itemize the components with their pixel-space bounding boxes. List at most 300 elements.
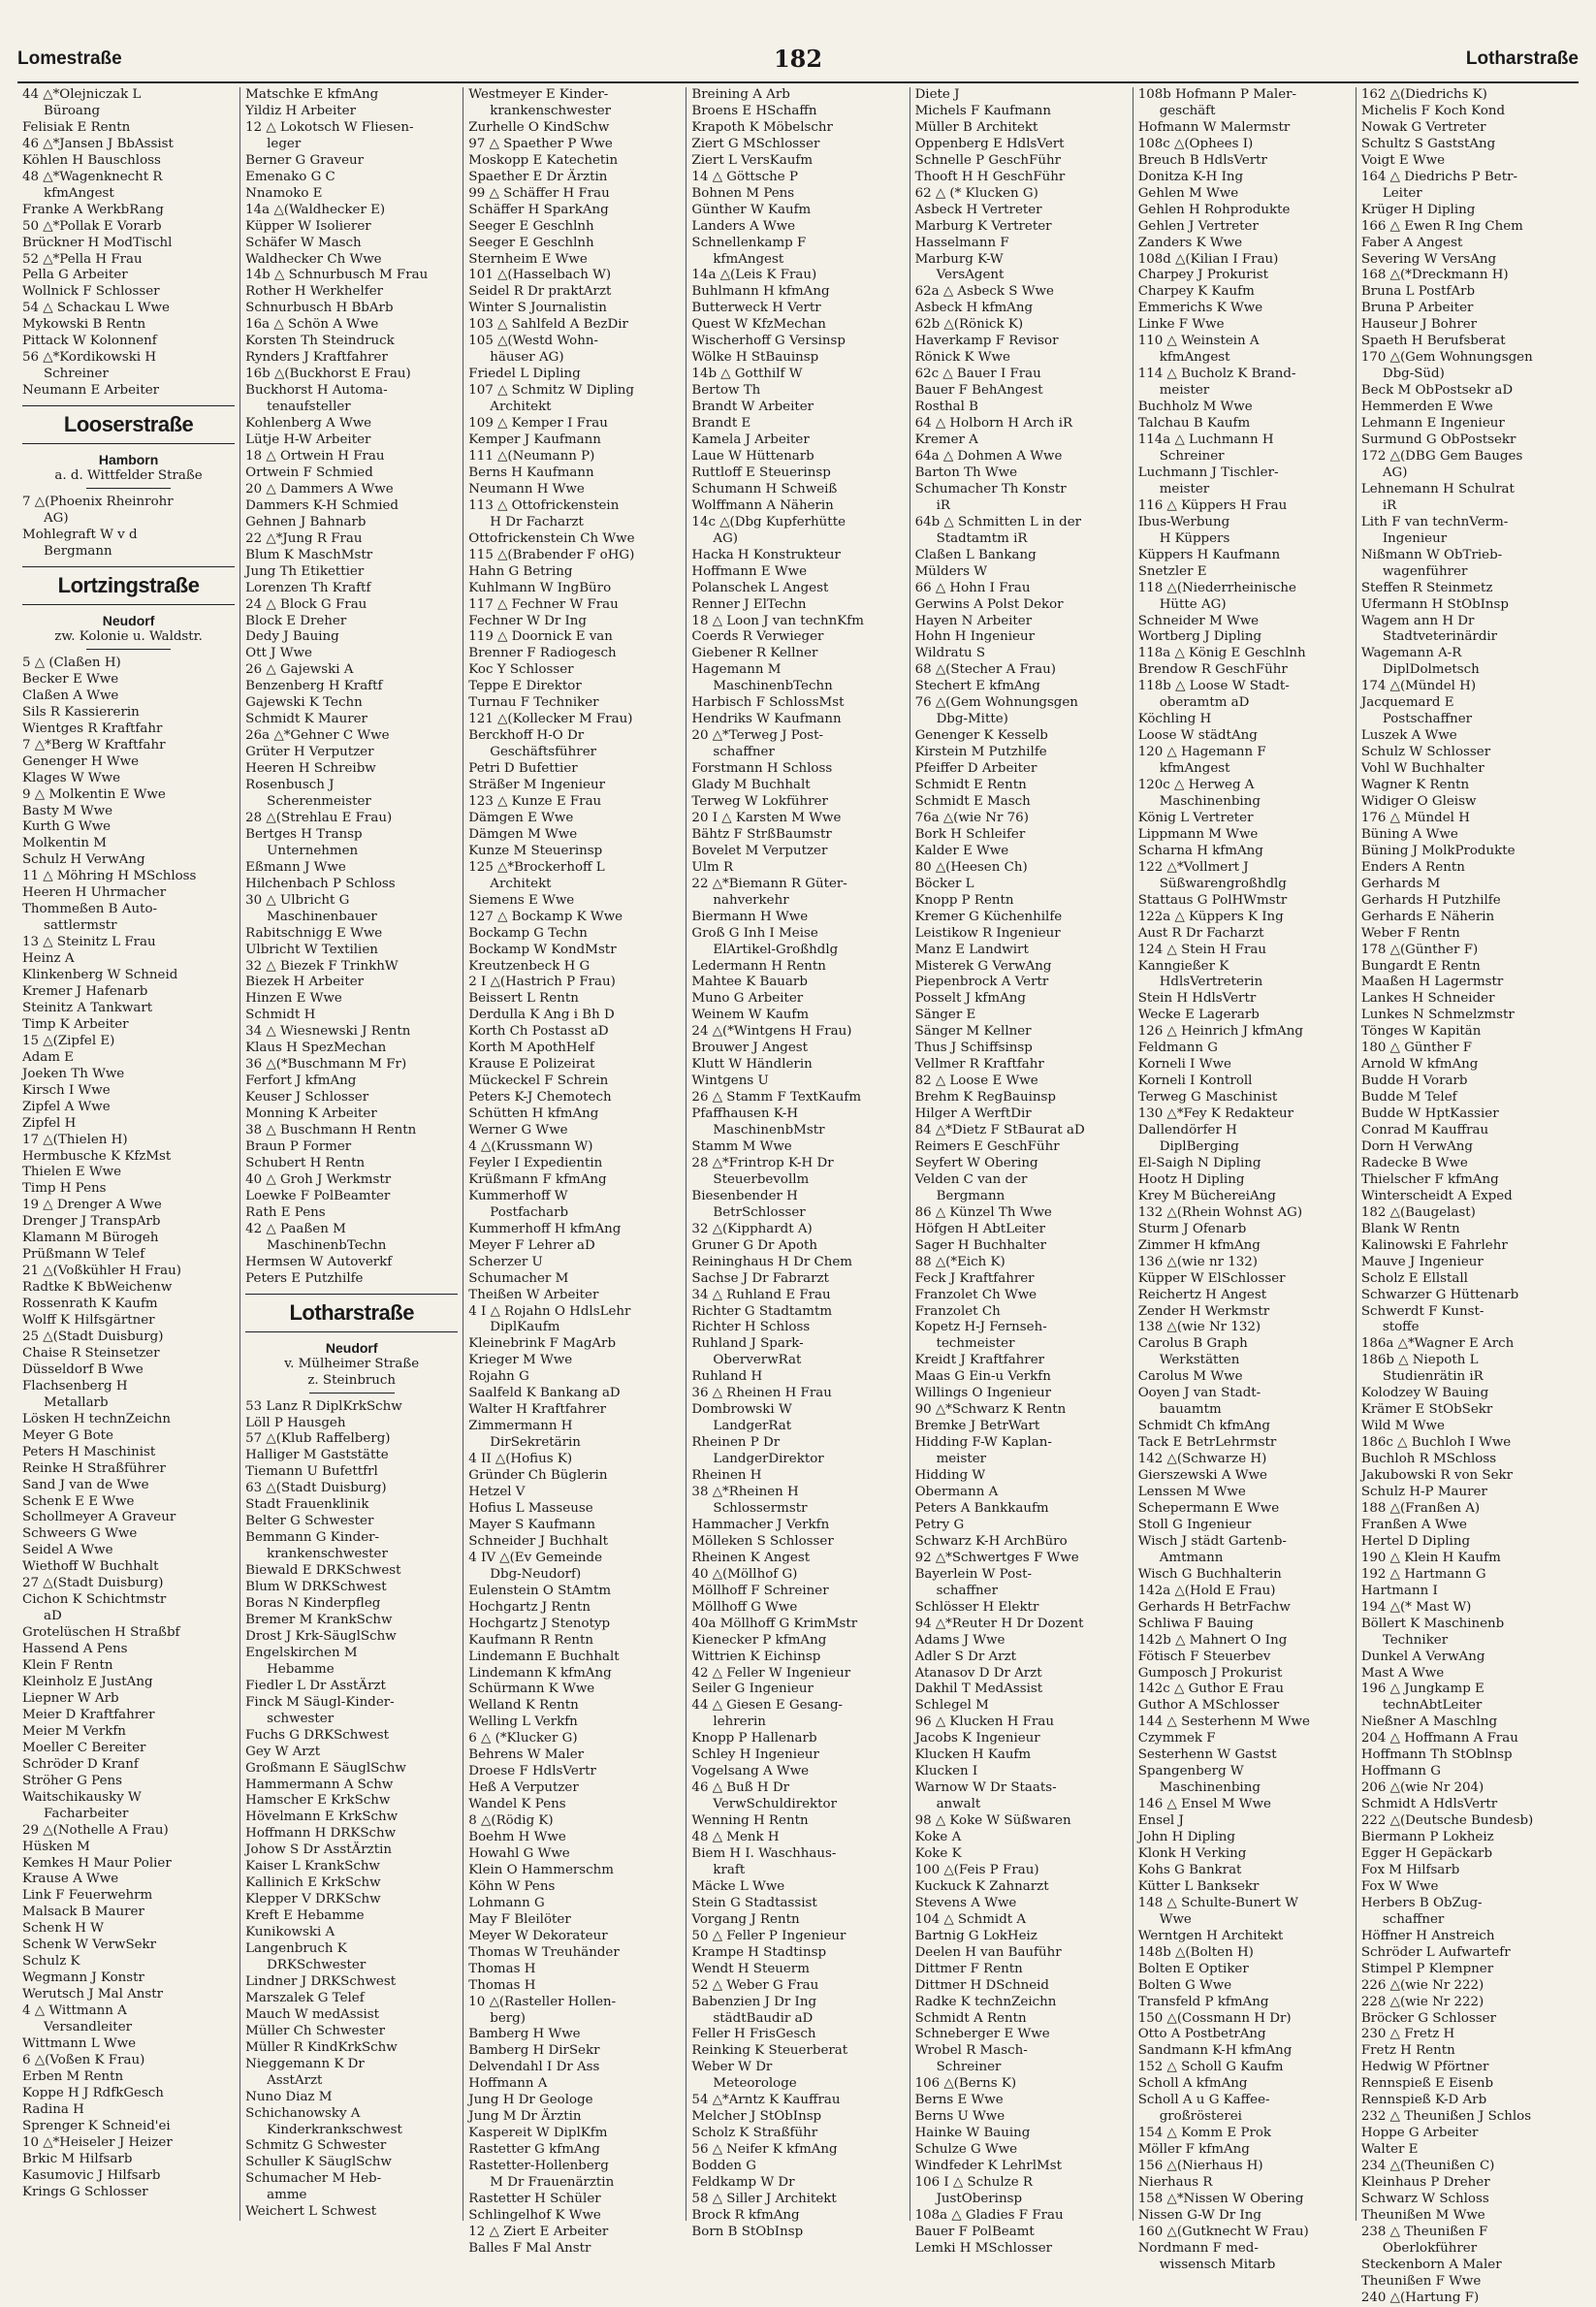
directory-entry: Otto A PostbetrAng xyxy=(1137,2027,1266,2042)
directory-entry: 32 △(Kipphardt A) xyxy=(691,1221,813,1236)
directory-entry: Biem H I. Waschhaus- xyxy=(691,1845,837,1861)
directory-entry: Boehm H Wwe xyxy=(468,1830,566,1845)
directory-entry: Gehlen H Rohprodukte xyxy=(1137,202,1291,217)
directory-entry: Boras N Kinderpfleg xyxy=(245,1596,381,1612)
directory-entry: Kummerhoff W xyxy=(468,1188,568,1203)
directory-entry: Nissen G-W Dr Ing xyxy=(1137,2207,1261,2223)
directory-entry: Schütten H kfmAng xyxy=(468,1106,599,1122)
directory-entry: Hootz H Dipling xyxy=(1137,1171,1245,1187)
directory-entry: Claßen A Wwe xyxy=(22,688,119,703)
directory-entry: 20 I △ Karsten M Wwe xyxy=(691,810,842,825)
directory-entry: Heeren H Schreibw xyxy=(245,761,376,777)
directory-entry: Ensel J xyxy=(1137,1813,1184,1829)
directory-entry: Schröder L Aufwartefr xyxy=(1360,1944,1511,1960)
directory-entry: Kremer J Hafenarb xyxy=(22,983,148,999)
directory-entry: Hövelmann E KrkSchw xyxy=(245,1810,399,1825)
directory-entry: Hofmann W Malermstr xyxy=(1137,119,1291,135)
directory-entry: Schnelle P GeschFühr xyxy=(914,152,1061,168)
directory-entry: Hohn H Ingenieur xyxy=(914,629,1036,645)
section-rule xyxy=(86,649,172,650)
directory-entry: 105 △(Westd Wohn- xyxy=(468,334,598,349)
directory-entry: Maschinenbauer xyxy=(267,909,377,924)
directory-entry: 148 △ Schulte-Bunert W xyxy=(1137,1895,1298,1910)
directory-entry: 25 △(Stadt Duisburg) xyxy=(22,1330,164,1344)
directory-entry: Misterek G VerwAng xyxy=(914,958,1052,974)
directory-entry: Hochgartz J Stenotyp xyxy=(468,1616,611,1631)
directory-entry: wissensch Mitarb xyxy=(1159,2257,1276,2272)
directory-entry: 18 △ Ortwein H Frau xyxy=(245,448,385,464)
directory-entry: iR xyxy=(936,497,950,513)
directory-entry: Westmeyer E Kinder- xyxy=(468,87,609,102)
directory-entry: Klinkenberg W Schneid xyxy=(22,968,178,983)
directory-entry: 50 △*Pollak E Vorarb xyxy=(22,218,162,234)
directory-entry: 62a △ Asbeck S Wwe xyxy=(914,284,1054,300)
directory-entry: Schweers G Wwe xyxy=(22,1526,138,1542)
directory-entry: Michelis F Koch Kond xyxy=(1360,103,1506,118)
directory-entry: Krapoth K Möbelschr xyxy=(691,119,833,135)
directory-entry: Günther W Kaufm xyxy=(691,202,812,217)
directory-entry: 56 △*Kordikowski H xyxy=(22,350,157,366)
directory-entry: Matschke E kfmAng xyxy=(245,87,379,102)
directory-entry: Moskopp E Katechetin xyxy=(468,152,619,168)
directory-entry: Herbers B ObZug- xyxy=(1360,1895,1483,1910)
directory-entry: Vorgang J Rentn xyxy=(691,1911,800,1927)
directory-entry: 190 △ Klein H Kaufm xyxy=(1360,1550,1501,1565)
directory-entry: Bauer F BehAngest xyxy=(914,383,1043,399)
directory-entry: LandgerDirektor xyxy=(713,1452,824,1467)
directory-entry: MaschinenbTechn xyxy=(713,679,833,694)
directory-entry: 142b △ Mahnert O Ing xyxy=(1137,1632,1288,1648)
directory-entry: Kallinich E KrkSchw xyxy=(245,1875,381,1891)
directory-entry: Lemki H MSchlosser xyxy=(914,2240,1053,2256)
directory-entry: Sager H Buchhalter xyxy=(914,1237,1046,1253)
directory-entry: El-Saigh N Dipling xyxy=(1137,1155,1261,1170)
directory-entry: 40a Möllhoff G KrimMstr xyxy=(691,1616,858,1631)
directory-entry: Hermsen W Autoverkf xyxy=(245,1254,393,1269)
directory-entry: Möller F kfmAng xyxy=(1137,2142,1250,2158)
directory-entry: Bolten E Optiker xyxy=(1137,1961,1249,1976)
directory-entry: Jakubowski R von Sekr xyxy=(1360,1468,1514,1484)
street-location: zw. Kolonie u. Waldstr. xyxy=(54,628,203,644)
directory-entry: Oberlokführer xyxy=(1382,2240,1478,2256)
directory-entry: Kemkes H Maur Polier xyxy=(22,1855,172,1871)
directory-entry: Asbeck H kfmAng xyxy=(914,301,1034,316)
directory-entry: Ziert L VersKaufm xyxy=(691,152,814,168)
directory-entry: Peters E Putzhilfe xyxy=(245,1270,364,1286)
directory-entry: Weber W Dr xyxy=(691,2060,773,2075)
directory-entry: Biermann H Wwe xyxy=(691,909,809,924)
directory-entry: Kleinholz E JustAng xyxy=(22,1675,153,1690)
directory-entry: 150 △(Cossmann H Dr) xyxy=(1137,2010,1292,2026)
directory-entry: 170 △(Gem Wohnungsgen xyxy=(1360,350,1533,366)
directory-entry: Klaus H SpezMechan xyxy=(245,1041,387,1056)
directory-entry: Enders A Rentn xyxy=(1360,859,1465,875)
directory-entry: Delvendahl I Dr Ass xyxy=(468,2060,600,2075)
directory-entry: Wiethoff W Buchhalt xyxy=(22,1559,159,1575)
directory-entry: 50 △ Feller P Ingenieur xyxy=(691,1928,846,1943)
directory-entry: 11 △ Möhring H MSchloss xyxy=(22,869,197,884)
directory-entry: Butterweck H Vertr xyxy=(691,301,821,316)
directory-entry: Linke F Wwe xyxy=(1137,317,1225,333)
directory-entry: Kunikowski A xyxy=(245,1925,335,1940)
directory-entry: Schröder D Kranf xyxy=(22,1756,139,1772)
directory-entry: Breuch B HdlsVertr xyxy=(1137,152,1267,168)
directory-entry: Obermann A xyxy=(914,1485,999,1500)
directory-entry: DiplDolmetsch xyxy=(1382,662,1480,678)
directory-entry: Spaether E Dr Ärztin xyxy=(468,169,608,184)
directory-entry: Hendriks W Kaufmann xyxy=(691,712,842,727)
district-name: Neudorf xyxy=(102,612,155,628)
directory-entry: Schepermann E Wwe xyxy=(1137,1500,1280,1516)
directory-entry: Heß A Verputzer xyxy=(468,1780,579,1796)
directory-entry: Rossenrath K Kaufm xyxy=(22,1297,158,1312)
directory-entry: Theunißen F Wwe xyxy=(1360,2273,1482,2289)
directory-entry: 154 △ Komm E Prok xyxy=(1137,2126,1272,2141)
directory-entry: Löll P Hausgeh xyxy=(245,1415,346,1430)
directory-entry: Werntgen H Architekt xyxy=(1137,1928,1284,1943)
directory-entry: Cichon K Schichtmstr xyxy=(22,1592,167,1608)
directory-entry: 108a △ Gladies F Frau xyxy=(914,2207,1064,2223)
directory-entry: Schenk W VerwSekr xyxy=(22,1938,157,1953)
directory-entry: Mauch W medAssist xyxy=(245,2006,380,2022)
directory-entry: Neumann E Arbeiter xyxy=(22,383,160,399)
directory-entry: Bockamp W KondMstr xyxy=(468,942,617,957)
column-4 xyxy=(686,87,910,2239)
directory-entry: Krieger M Wwe xyxy=(468,1353,573,1368)
directory-entry: Hofius L Masseuse xyxy=(468,1500,593,1516)
directory-entry: 40 △(Möllhof G) xyxy=(691,1566,798,1582)
directory-entry: Bröcker G Schlosser xyxy=(1360,2010,1497,2026)
directory-entry: Kreutzenbeck H G xyxy=(468,958,591,974)
directory-entry: DiplKaufm xyxy=(490,1320,560,1335)
directory-entry: Ziert G MSchlosser xyxy=(691,136,820,151)
directory-entry: Hoffmann A xyxy=(468,2076,548,2092)
directory-entry: 176 △ Mündel H xyxy=(1360,810,1470,825)
directory-entry: Weichert L Schwest xyxy=(245,2204,377,2220)
directory-entry: Rönick K Wwe xyxy=(914,350,1010,366)
directory-entry: Kirsch I Wwe xyxy=(22,1082,111,1098)
directory-entry: Krämer E StObSekr xyxy=(1360,1402,1493,1418)
directory-entry: Thomas W Treuhänder xyxy=(468,1944,620,1960)
directory-entry: 38 △*Rheinen H xyxy=(691,1485,799,1500)
directory-entry: Hilchenbach P Schloss xyxy=(245,876,396,891)
directory-entry: HdlsVertreterin xyxy=(1159,975,1263,990)
directory-entry: Heinz A xyxy=(22,951,75,967)
directory-entry: Schulz W Schlosser xyxy=(1360,745,1491,760)
directory-entry: MaschinenbMstr xyxy=(713,1123,825,1138)
directory-entry: Rastetter H Schüler xyxy=(468,2192,601,2206)
directory-entry: Feldmann G xyxy=(1137,1041,1218,1056)
directory-entry: Maschinenbing xyxy=(1159,1780,1261,1796)
directory-entry: Kremer A xyxy=(914,433,978,448)
directory-entry: AG) xyxy=(1382,465,1408,480)
directory-entry: 230 △ Fretz H xyxy=(1360,2027,1455,2042)
directory-entry: Wittrien K Eichinsp xyxy=(691,1649,821,1664)
directory-entry: 4 I △ Rojahn O HdlsLehr xyxy=(468,1303,631,1319)
directory-entry: Kamela J Arbeiter xyxy=(691,433,810,448)
directory-entry: Böllert K Maschinenb xyxy=(1360,1616,1505,1631)
directory-entry: Reininghaus H Dr Chem xyxy=(691,1254,852,1269)
directory-entry: Feller H FrisGesch xyxy=(691,2027,816,2042)
directory-entry: 36 △ Rheinen H Frau xyxy=(691,1386,832,1401)
directory-entry: Bertges H Transp xyxy=(245,826,363,842)
directory-entry: Surmund G ObPostsekr xyxy=(1360,433,1516,448)
directory-entry: 206 △(wie Nr 204) xyxy=(1360,1780,1484,1796)
directory-entry: 148b △(Bolten H) xyxy=(1137,1944,1254,1960)
directory-entry: Maaßen H Lagermstr xyxy=(1360,975,1504,990)
directory-entry: 22 △*Jung R Frau xyxy=(245,530,363,546)
directory-entry: 156 △(Nierhaus H) xyxy=(1137,2159,1263,2174)
directory-entry: schaffner xyxy=(713,745,775,760)
directory-entry: Drenger J TranspArb xyxy=(22,1214,161,1230)
directory-entry: kfmAngest xyxy=(1159,761,1230,777)
directory-entry: Bungardt E Rentn xyxy=(1360,958,1481,974)
directory-entry: Nuno Diaz M xyxy=(245,2089,333,2104)
directory-entry: 28 △*Frintrop K-H Dr xyxy=(691,1155,834,1170)
directory-entry: Grüter H Verputzer xyxy=(245,745,374,760)
directory-entry: Schreiner xyxy=(936,2060,1002,2075)
directory-entry: Süßwarengroßhdlg xyxy=(1159,876,1287,891)
directory-entry: Wisch J städt Gartenb- xyxy=(1137,1533,1287,1549)
directory-entry: Piepenbrock A Vertr xyxy=(914,975,1049,990)
directory-entry: Dämgen M Wwe xyxy=(468,826,578,842)
directory-entry: H Küppers xyxy=(1159,530,1230,546)
directory-entry: Stechert E kfmAng xyxy=(914,679,1040,694)
directory-entry: technAbtLeiter xyxy=(1382,1698,1483,1714)
directory-entry: Adam E xyxy=(22,1049,74,1065)
directory-entry: 22 △*Biemann R Güter- xyxy=(691,876,847,891)
directory-entry: Knopp P Rentn xyxy=(914,892,1014,908)
directory-entry: Petry G xyxy=(914,1517,965,1532)
directory-entry: 80 △(Heesen Ch) xyxy=(914,859,1028,875)
directory-entry: Czymmek F xyxy=(1137,1731,1216,1746)
directory-entry: Yildiz H Arbeiter xyxy=(245,103,356,118)
directory-entry: Muno G Arbeiter xyxy=(691,991,804,1007)
directory-entry: 124 △ Stein H Frau xyxy=(1137,942,1266,957)
directory-entry: Hidding W xyxy=(914,1468,986,1484)
directory-entry: 30 △ Ulbricht G xyxy=(245,892,350,908)
directory-entry: Ferfort J kfmAng xyxy=(245,1073,357,1089)
directory-entry: Pittack W Kolonnenf xyxy=(22,334,157,349)
directory-entry: Braun P Former xyxy=(245,1139,352,1154)
directory-entry: Snetzler E xyxy=(1137,563,1207,579)
directory-entry: Architekt xyxy=(490,876,552,891)
directory-entry: 62c △ Bauer I Frau xyxy=(914,367,1041,382)
directory-entry: Steinitz A Tankwart xyxy=(22,1000,153,1015)
directory-entry: Techniker xyxy=(1382,1632,1449,1648)
directory-entry: Becker E Wwe xyxy=(22,671,119,687)
directory-entry: Bremer M KrankSchw xyxy=(245,1612,393,1627)
directory-entry: Bayerlein W Post- xyxy=(914,1566,1032,1582)
directory-entry: 192 △ Hartmann G xyxy=(1360,1566,1486,1582)
directory-entry: Bartnig G LokHeiz xyxy=(914,1928,1037,1943)
directory-entry: Scharna H kfmAng xyxy=(1137,843,1263,858)
directory-entry: Friedel L Dipling xyxy=(468,367,581,382)
directory-entry: 62b △(Rönick K) xyxy=(914,317,1024,333)
directory-entry: 106 △(Berns K) xyxy=(914,2076,1017,2092)
directory-entry: Bockamp G Techn xyxy=(468,925,588,941)
directory-entry: 64a △ Dohmen A Wwe xyxy=(914,448,1063,464)
directory-entry: Guthor A MSchlosser xyxy=(1137,1698,1280,1714)
directory-entry: AsstArzt xyxy=(267,2072,323,2088)
directory-entry: Ingenieur xyxy=(1382,530,1448,546)
directory-entry: Fuchs G DRKSchwest xyxy=(245,1727,390,1743)
directory-entry: Pfaffhausen K-H xyxy=(691,1106,799,1122)
directory-entry: Franßen A Wwe xyxy=(1360,1517,1467,1532)
directory-entry: Gerhards H BetrFachw xyxy=(1137,1599,1291,1615)
directory-entry: Genenger K Kesselb xyxy=(914,728,1048,744)
directory-entry: Fechner W Dr Ing xyxy=(468,613,587,628)
directory-entry: Lippmann M Wwe xyxy=(1137,826,1259,842)
directory-entry: Howahl G Wwe xyxy=(468,1845,570,1861)
directory-entry: Wisch G Buchhalterin xyxy=(1137,1566,1282,1582)
directory-entry: Kanngießer K xyxy=(1137,958,1229,974)
directory-entry: DRKSchwester xyxy=(267,1957,367,1972)
directory-entry: Hüsken M xyxy=(22,1839,90,1854)
directory-entry: Born B StObInsp xyxy=(691,2224,804,2239)
directory-entry: Willings O Ingenieur xyxy=(914,1386,1052,1401)
directory-entry: Atanasov D Dr Arzt xyxy=(914,1665,1042,1681)
directory-entry: Ruhland J Spark- xyxy=(691,1336,804,1352)
directory-entry: aD xyxy=(44,1609,62,1624)
directory-entry: Winterscheidt A Exped xyxy=(1360,1188,1513,1203)
directory-entry: Hemmerden E Wwe xyxy=(1360,400,1493,415)
directory-entry: Bamberg H Wwe xyxy=(468,2027,581,2042)
directory-entry: Thommeßen B Auto- xyxy=(22,902,158,917)
directory-entry: Schumacher Th Konstr xyxy=(914,481,1067,497)
directory-entry: 14b △ Gotthilf W xyxy=(691,367,803,382)
directory-entry: Charpey K Kaufm xyxy=(1137,284,1255,300)
directory-entry: Bemmann G Kinder- xyxy=(245,1530,380,1546)
directory-entry: Polanschek L Angest xyxy=(691,580,829,595)
directory-entry: Sand J van de Wwe xyxy=(22,1477,149,1492)
directory-entry: Schmidt Ch kfmAng xyxy=(1137,1419,1270,1434)
directory-entry: Belter G Schwester xyxy=(245,1514,374,1529)
directory-entry: Adler S Dr Arzt xyxy=(914,1649,1017,1664)
directory-entry: Nißmann W ObTrieb- xyxy=(1360,547,1503,562)
directory-entry: Saalfeld K Bankang aD xyxy=(468,1386,621,1401)
directory-entry: Reinking K Steuerberat xyxy=(691,2043,848,2059)
directory-entry: Thielscher F kfmAng xyxy=(1360,1171,1499,1187)
directory-entry: Eßmann J Wwe xyxy=(245,859,346,875)
directory-entry: Wecke E Lagerarb xyxy=(1137,1008,1260,1023)
directory-entry: 7 △*Berg W Kraftfahr xyxy=(22,737,166,753)
directory-entry: wagenführer xyxy=(1382,563,1468,579)
directory-entry: Koppe H J RdfkGesch xyxy=(22,2085,164,2100)
directory-entry: Klucken H Kaufm xyxy=(914,1747,1032,1763)
directory-entry: Wendt H Steuerm xyxy=(691,1961,810,1976)
directory-entry: Moeller C Bereiter xyxy=(22,1740,146,1755)
directory-entry: Meyer W Dekorateur xyxy=(468,1928,608,1943)
directory-entry: Faber A Angest xyxy=(1360,235,1463,250)
directory-entry: Turnau F Techniker xyxy=(468,695,599,711)
directory-entry: Scholz E Ellstall xyxy=(1360,1270,1468,1286)
directory-entry: Ruttloff E Steuerinsp xyxy=(691,465,831,480)
directory-entry: Krause E Polizeirat xyxy=(468,1057,595,1073)
directory-entry: Monning K Arbeiter xyxy=(245,1106,377,1122)
directory-entry: Korsten Th Steindruck xyxy=(245,334,395,349)
directory-entry: berg) xyxy=(490,2010,526,2026)
directory-entry: Scholl A u G Kaffee- xyxy=(1137,2093,1270,2108)
directory-entry: Wischerhoff G Versinsp xyxy=(691,334,846,349)
directory-entry: Diete J xyxy=(914,87,960,102)
directory-entry: 32 △ Biezek F TrinkhW xyxy=(245,958,399,974)
directory-entry: Jacquemard E xyxy=(1360,695,1454,711)
directory-entry: Stadtveterinärdir xyxy=(1382,629,1498,645)
directory-entry: Klamann M Bürogeh xyxy=(22,1231,159,1246)
directory-entry: sattlermstr xyxy=(44,918,117,934)
directory-entry: 142 △(Schwarze H) xyxy=(1137,1452,1267,1467)
directory-entry: Klein F Rentn xyxy=(22,1658,113,1674)
directory-entry: 24 △(*Wintgens H Frau) xyxy=(691,1024,852,1040)
district-name: Hamborn xyxy=(98,452,159,468)
directory-entry: Schenk H W xyxy=(22,1921,104,1937)
directory-entry: Gerwins A Polst Dekor xyxy=(914,596,1064,612)
directory-entry: Ruhland H xyxy=(691,1369,763,1385)
directory-entry: 162 △(Diedrichs K) xyxy=(1360,87,1487,102)
directory-entry: 44 △ Giesen E Gesang- xyxy=(691,1698,844,1714)
directory-entry: Hinzen E Wwe xyxy=(245,991,342,1007)
directory-entry: Nowak G Vertreter xyxy=(1360,119,1486,135)
directory-entry: Dorn H VerwAng xyxy=(1360,1139,1473,1154)
directory-entry: 109 △ Kemper I Frau xyxy=(468,416,608,432)
directory-entry: Hoffmann G xyxy=(1360,1764,1441,1779)
directory-entry: 54 △ Schackau L Wwe xyxy=(22,301,170,316)
directory-entry: 6 △(Voßen K Frau) xyxy=(22,2052,145,2067)
directory-entry: Schneberger E Wwe xyxy=(914,2027,1050,2042)
directory-entry: 8 △(Rödig K) xyxy=(468,1813,554,1829)
directory-entry: 94 △*Reuter H Dr Dozent xyxy=(914,1616,1084,1631)
directory-entry: Transfeld P kfmAng xyxy=(1137,1994,1269,2009)
directory-entry: Benzenberg H Kraftf xyxy=(245,679,383,694)
directory-entry: 88 △(*Eich K) xyxy=(914,1254,1005,1269)
directory-entry: Krüßmann F kfmAng xyxy=(468,1171,607,1187)
directory-entry: Biewald E DRKSchwest xyxy=(245,1563,401,1579)
directory-entry: Koke K xyxy=(914,1845,962,1861)
directory-entry: 21 △(Voßkühler H Frau) xyxy=(22,1264,181,1279)
directory-entry: Schmidt E Rentn xyxy=(914,778,1027,793)
directory-entry: Schmidt E Masch xyxy=(914,793,1031,809)
directory-entry: amme xyxy=(267,2188,307,2203)
directory-entry: Harbisch F SchlossMst xyxy=(691,695,845,711)
section-rule xyxy=(309,1393,395,1394)
directory-entry: Mayer S Kaufmann xyxy=(468,1517,596,1532)
directory-entry: 100 △(Feis P Frau) xyxy=(914,1862,1039,1877)
directory-entry: 52 △*Pella H Frau xyxy=(22,251,143,267)
street-title: Lortzingstraße xyxy=(22,566,235,605)
directory-entry: Kohs G Bankrat xyxy=(1137,1862,1242,1877)
directory-entry: Brouwer J Angest xyxy=(691,1041,809,1056)
directory-entry: Bauer F PolBeamt xyxy=(914,2224,1035,2239)
directory-entry: Theunißen M Wwe xyxy=(1360,2207,1485,2223)
directory-entry: 64b △ Schmitten L in der xyxy=(914,514,1082,529)
directory-entry: 92 △*Schwertges F Wwe xyxy=(914,1550,1079,1565)
directory-entry: Thooft H H GeschFühr xyxy=(914,169,1066,184)
directory-entry: Timp H Pens xyxy=(22,1181,107,1197)
directory-entry: Stadt Frauenklinik xyxy=(245,1497,369,1513)
directory-entry: 44 △*Olejniczak L xyxy=(22,87,142,102)
directory-entry: 144 △ Sesterhenn M Wwe xyxy=(1137,1714,1310,1730)
directory-entry: Zipfel A Wwe xyxy=(22,1099,111,1114)
directory-entry: 168 △(*Dreckmann H) xyxy=(1360,268,1509,283)
directory-entry: Schürmann K Wwe xyxy=(468,1682,595,1697)
directory-entry: Seeger E Geschlnh xyxy=(468,218,594,234)
directory-entry: Stattaus G PolHWmstr xyxy=(1137,892,1288,908)
directory-entry: Hammermann A Schw xyxy=(245,1777,394,1792)
directory-entry: Feyler I Expedientin xyxy=(468,1155,603,1170)
directory-entry: Donitza K-H Ing xyxy=(1137,169,1244,184)
directory-entry: Waitschikausky W xyxy=(22,1789,142,1805)
